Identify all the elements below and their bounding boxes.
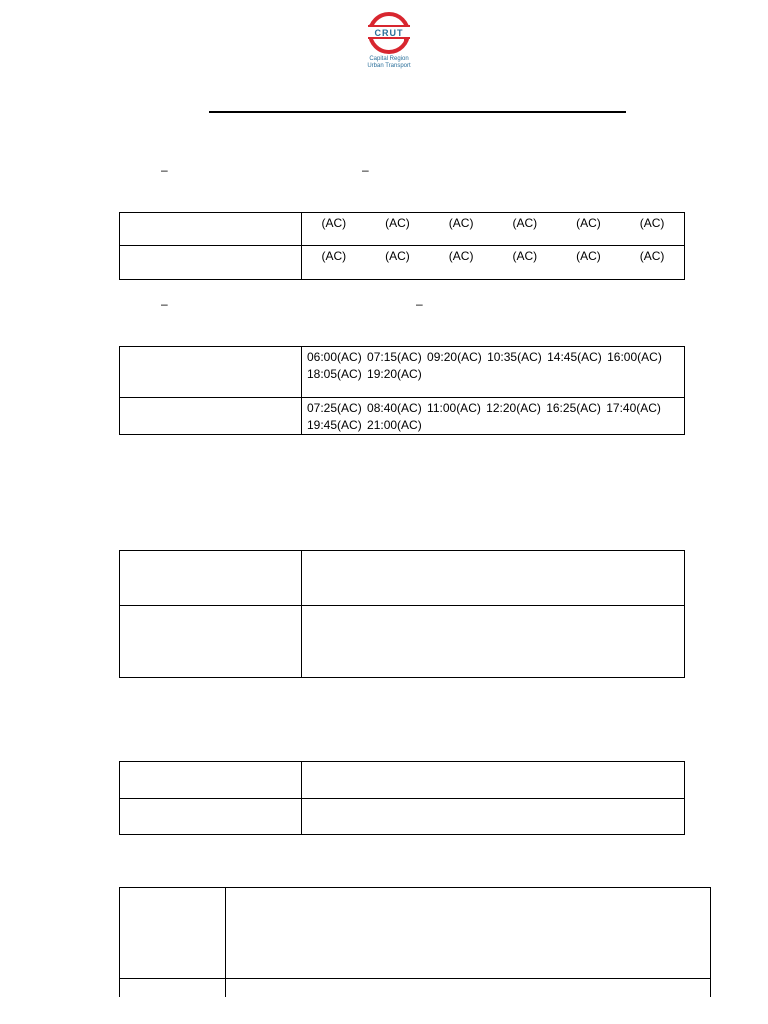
ac-tag: (AC) (448, 216, 474, 230)
table-row (120, 762, 685, 799)
info-table-3 (119, 550, 685, 678)
row-label (120, 213, 302, 246)
row-value (302, 606, 685, 678)
ac-tag: (AC) (639, 249, 665, 263)
table-row (120, 799, 685, 835)
ac-tag: (AC) (576, 216, 601, 230)
logo-caption (349, 56, 429, 70)
logo-caption-line2: Urban Transport (367, 63, 411, 69)
info-table-4 (119, 761, 685, 835)
table-row (120, 398, 685, 435)
row-value (226, 888, 711, 979)
ac-tag: (AC) (512, 249, 538, 263)
row-label (120, 888, 226, 979)
schedule-table-2 (119, 346, 685, 435)
section2-dash-right: – (416, 297, 423, 311)
section1-dash-left: – (161, 163, 168, 177)
row-label (120, 347, 302, 398)
row-value (302, 762, 685, 799)
table-row (120, 347, 685, 398)
title-underline (209, 111, 626, 113)
ac-tag: (AC) (385, 216, 410, 230)
table-row (120, 551, 685, 606)
section2-dash-left: – (161, 297, 168, 311)
table5-continuation (119, 977, 711, 997)
ac-tag: (AC) (321, 216, 347, 230)
logo-brand-text: CRUT (374, 28, 404, 38)
row-label (120, 762, 302, 799)
ac-cell-row (302, 213, 684, 230)
ac-tag: (AC) (512, 216, 538, 230)
row-label (120, 246, 302, 280)
column-divider (225, 977, 226, 997)
row-label (120, 606, 302, 678)
row-value (302, 551, 685, 606)
ac-tag: (AC) (639, 216, 665, 230)
ac-cells (302, 213, 685, 246)
table-row (120, 246, 685, 280)
table-row (120, 213, 685, 246)
ac-tag: (AC) (385, 249, 410, 263)
logo-caption-line1: Capital Region (369, 56, 409, 62)
schedule-table-1 (119, 212, 685, 280)
departure-times: 07:25(AC) 08:40(AC) 11:00(AC) 12:20(AC) 16:25(AC) 17:40(AC) 19:45(AC) 21:00(AC) (302, 398, 685, 435)
row-label (120, 799, 302, 835)
ac-tag: (AC) (321, 249, 347, 263)
ac-tag: (AC) (448, 249, 474, 263)
ac-tag: (AC) (576, 249, 601, 263)
row-label (120, 551, 302, 606)
info-table-5 (119, 887, 711, 979)
section1-dash-right: – (362, 163, 369, 177)
table-row (120, 888, 711, 979)
row-label (120, 398, 302, 435)
table-row (120, 606, 685, 678)
row-value (302, 799, 685, 835)
ac-cell-row (302, 246, 684, 263)
departure-times: 06:00(AC) 07:15(AC) 09:20(AC) 10:35(AC) 14:45(AC) 16:00(AC) 18:05(AC) 19:20(AC) (302, 347, 685, 398)
ac-cells (302, 246, 685, 280)
